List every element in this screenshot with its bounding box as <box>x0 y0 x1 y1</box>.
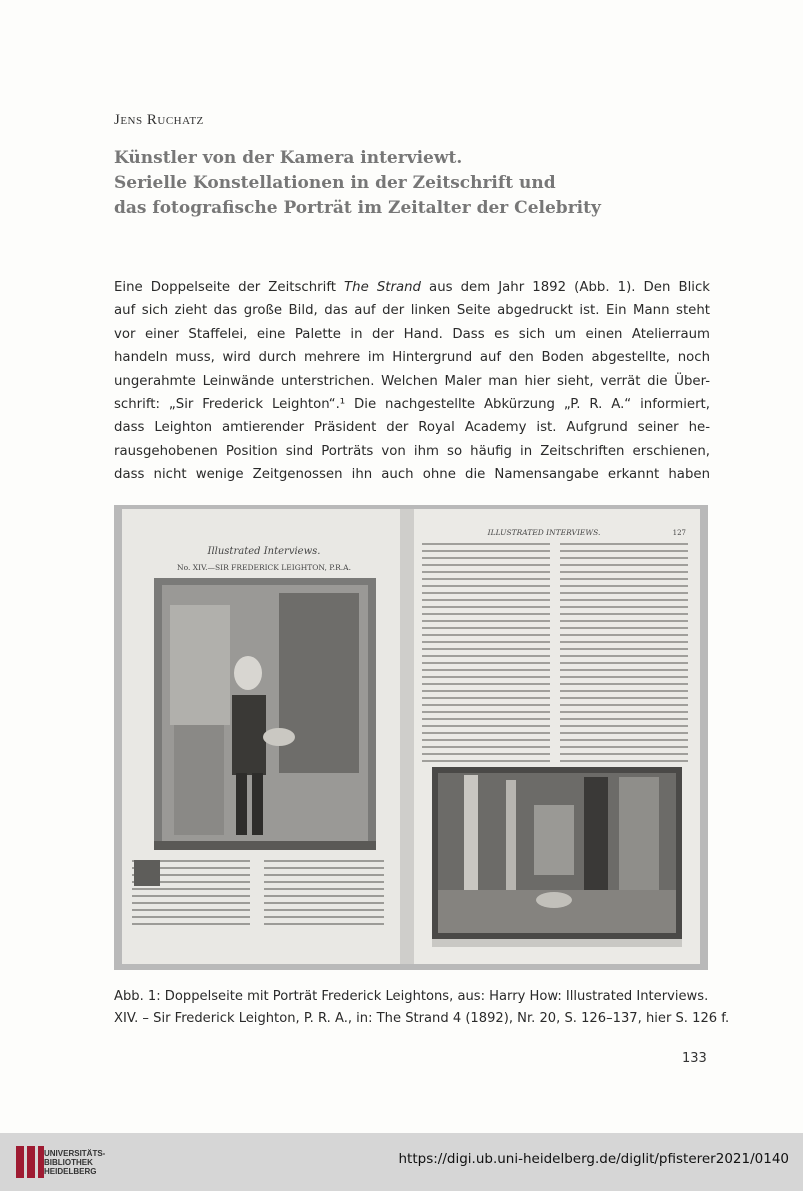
body-line: dass Leighton amtierender Präsident der Royal Academy ist. Aufgrund seiner he- <box>114 420 710 436</box>
right-page-header: ILLUSTRATED INTERVIEWS. <box>487 528 601 537</box>
author-name: Jens Ruchatz <box>114 112 204 128</box>
figure-magazine-spread <box>114 505 708 970</box>
title-line-1: Künstler von der Kamera interviewt. <box>114 148 463 168</box>
caption-line-2: XIV. – Sir Frederick Leighton, P. R. A., in: The Strand 4 (1892), Nr. 20, S. 126–137, hier S. 126 f. <box>114 1011 730 1026</box>
body-line: auf sich zieht das große Bild, das auf der linken Seite abgedruckt ist. Ein Mann steht <box>114 303 710 319</box>
document-url-link[interactable]: https://digi.ub.uni-heidelberg.de/diglit/pfisterer2021/0140 <box>398 1151 789 1167</box>
drop-cap <box>134 860 160 886</box>
viewer-footer <box>0 1133 803 1191</box>
body-line: rausgehobenen Position sind Porträts von ihm so häufig in Zeitschriften erschienen, <box>114 443 710 459</box>
figure-caption <box>114 986 730 1030</box>
body-line: handeln muss, wird durch mehrere im Hintergrund auf den Boden abgestellte, noch <box>114 350 710 366</box>
body-line: vor einer Staffelei, eine Palette in der Hand. Dass es sich um einen Atelierraum <box>114 326 710 342</box>
library-logo-text: UNIVERSITÄTS- BIBLIOTHEK HEIDELBERG <box>44 1149 106 1176</box>
right-page-number: 127 <box>672 529 686 537</box>
body-line: ungerahmte Leinwände unterstrichen. Welchen Maler man hier sieht, verrät die Über- <box>114 373 710 389</box>
title-line-3: das fotografische Porträt im Zeitalter der Celebrity <box>114 198 601 218</box>
caption-line-1: Abb. 1: Doppelseite mit Porträt Frederick Leightons, aus: Harry How: Illustrated Interviews. <box>114 989 709 1004</box>
body-line: Eine Doppelseite der Zeitschrift The Strand aus dem Jahr 1892 (Abb. 1). Den Blick <box>114 280 710 295</box>
left-page-subheader: No. XIV.—SIR FREDERICK LEIGHTON, P.R.A. <box>177 563 351 572</box>
magazine-title: The Strand <box>344 280 421 295</box>
body-text <box>114 276 710 487</box>
title-line-2: Serielle Konstellationen in der Zeitschrift und <box>114 173 556 193</box>
page-number: 133 <box>682 1051 707 1066</box>
chapter-title <box>114 146 714 221</box>
left-page-header: Illustrated Interviews. <box>207 546 321 557</box>
magazine-spread-image <box>114 505 708 970</box>
body-line: schrift: „Sir Frederick Leighton“.¹ Die nachgestellte Abkürzung „P. R. A.“ informiert, <box>114 397 710 413</box>
body-line: dass nicht wenige Zeitgenossen ihn auch ohne die Namensangabe erkannt haben <box>114 467 710 483</box>
